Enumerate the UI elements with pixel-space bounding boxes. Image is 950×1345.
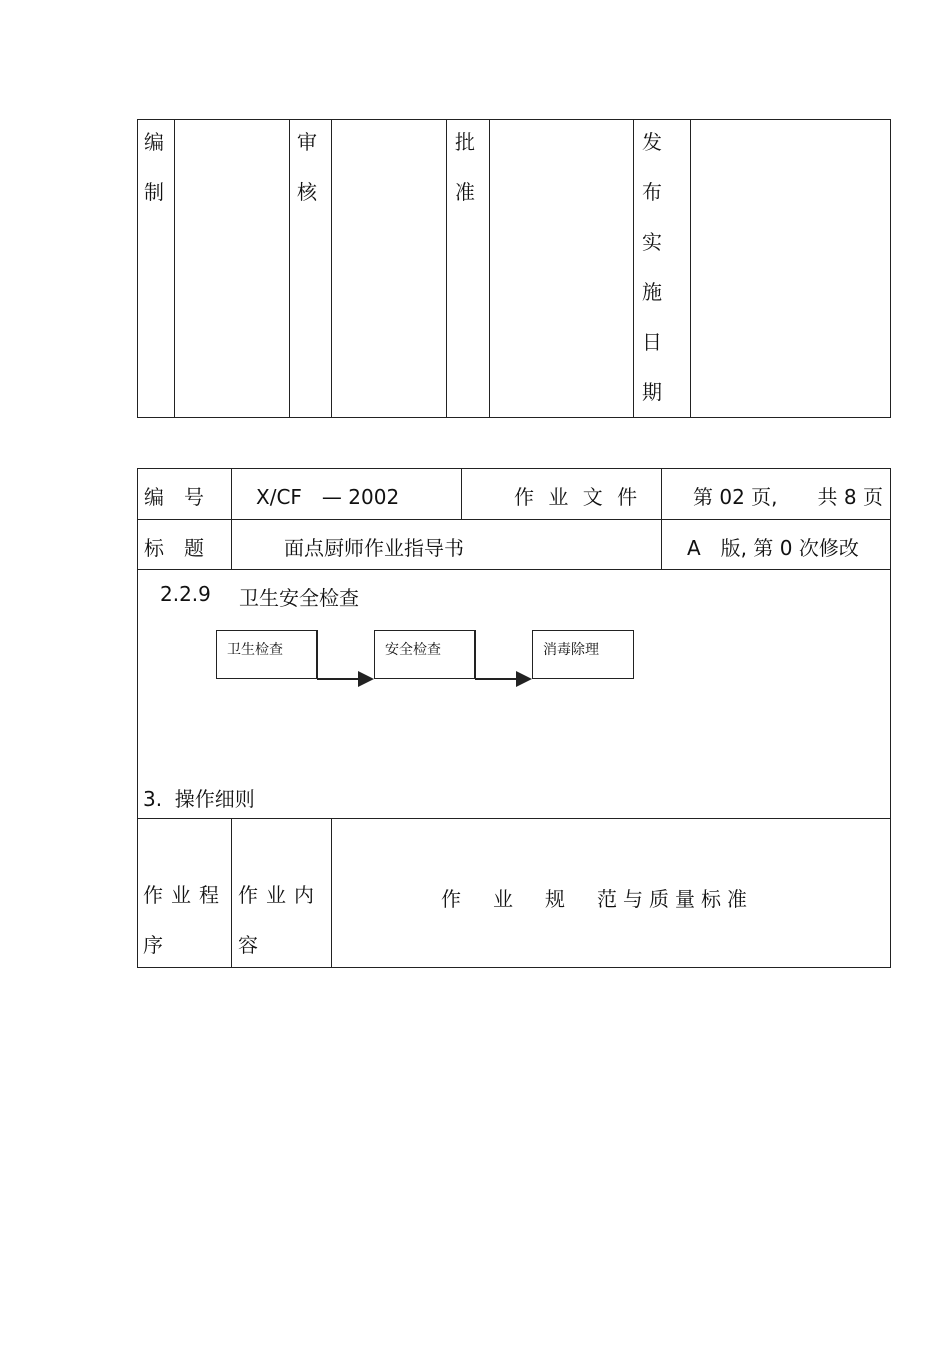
review-label: 审 核 — [297, 130, 317, 204]
document-code: X/CF — 2002 — [256, 485, 400, 509]
compile-label: 编 制 — [144, 130, 164, 204]
approve-label: 批 准 — [455, 130, 475, 204]
column-standards: 作 业 规 范与质量标准 — [441, 887, 753, 911]
number-label: 编 号 — [144, 485, 204, 509]
section-number: 2.2.9 — [160, 582, 211, 606]
document-type: 作 业 文 件 — [514, 485, 642, 509]
flow-step-label: 卫生检查 — [227, 642, 283, 658]
page-info: 第 02 页, 共 8 页 — [693, 485, 883, 509]
column-content: 作业内 容 — [238, 883, 322, 957]
document-title: 面点厨师作业指导书 — [284, 536, 464, 560]
publish-date-label: 发 布 实 施 日 期 — [642, 130, 662, 404]
subsection-title: 3. 操作细则 — [143, 787, 255, 811]
flow-arrow-2 — [475, 631, 530, 679]
flow-step-label: 安全检查 — [385, 642, 441, 658]
title-label: 标 题 — [144, 536, 204, 560]
column-procedure: 作业程 序 — [143, 883, 227, 957]
flow-step-label: 消毒除理 — [543, 642, 599, 658]
flow-arrow-1 — [317, 631, 372, 679]
revision-info: A 版, 第 0 次修改 — [687, 536, 859, 560]
section-title: 卫生安全检查 — [239, 586, 359, 610]
